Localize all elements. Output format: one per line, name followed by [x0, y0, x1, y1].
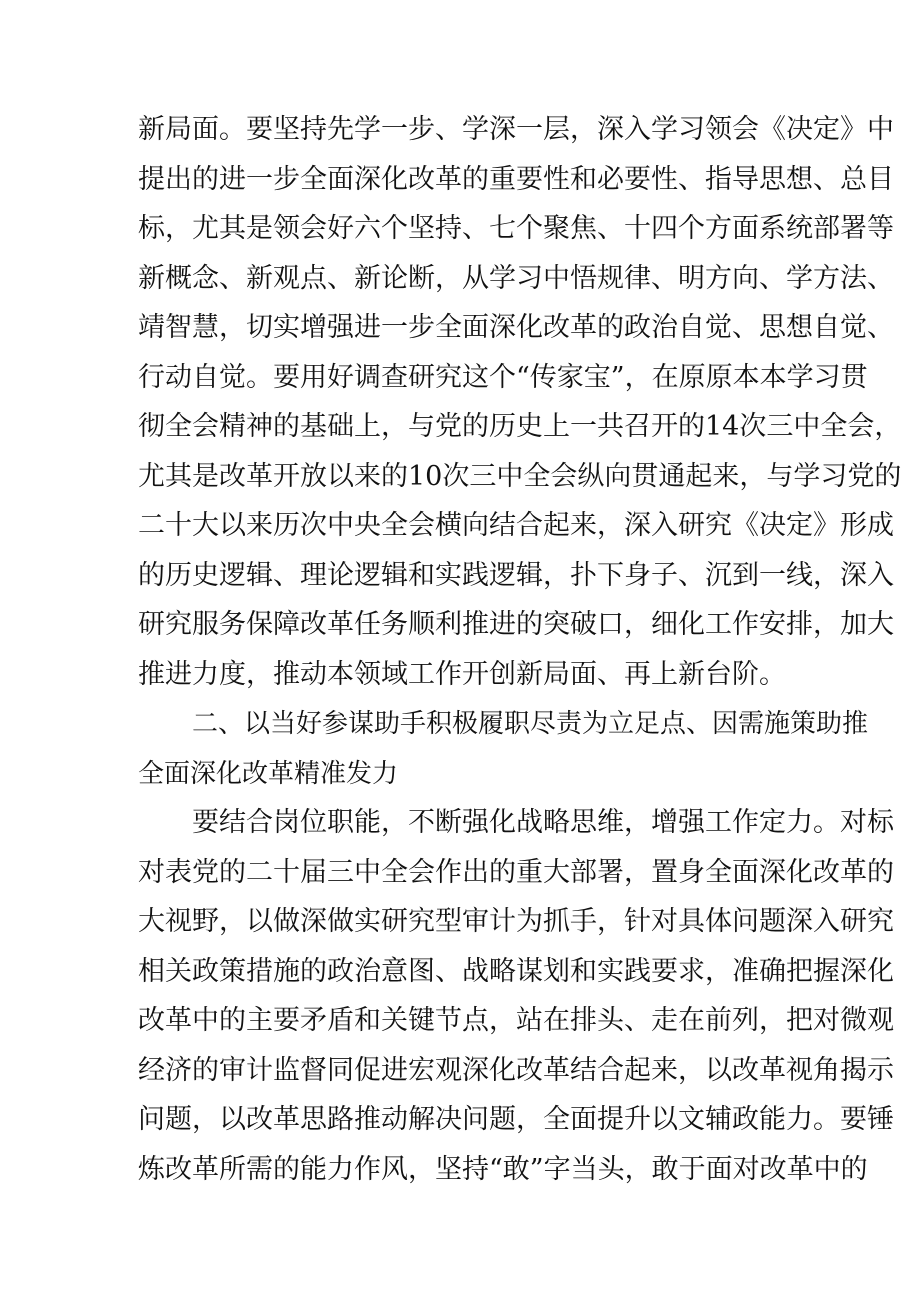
- paragraph-line: 研究服务保障改革任务顺利推进的突破口，细化工作安排，加大: [138, 609, 894, 640]
- paragraph-line: 相关政策措施的政治意图、战略谋划和实践要求，准确把握深化: [138, 956, 894, 987]
- paragraph-line: 靖智慧，切实增强进一步全面深化改革的政治自觉、思想自觉、: [138, 312, 894, 343]
- paragraph-line: 大视野，以做深做实研究型审计为抓手，针对具体问题深入研究: [138, 906, 894, 937]
- paragraph-line: 新概念、新观点、新论断，从学习中悟规律、明方向、学方法、: [138, 263, 894, 294]
- section-heading: 二、以当好参谋助手积极履职尽责为立足点、因需施策助推: [192, 709, 869, 739]
- paragraph-line: 彻全会精神的基础上，与党的历史上一共召开的14次三中全会，: [138, 411, 902, 442]
- paragraph-line: 改革中的主要矛盾和关键节点，站在排头、走在前列，把对微观: [138, 1005, 894, 1036]
- paragraph-line: 二十大以来历次中央全会横向结合起来，深入研究《决定》形成: [138, 510, 894, 541]
- paragraph-line: 的历史逻辑、理论逻辑和实践逻辑，扑下身子、沉到一线，深入: [138, 560, 894, 591]
- paragraph-line: 提出的进一步全面深化改革的重要性和必要性、指导思想、总目: [138, 164, 894, 195]
- paragraph-line: 标，尤其是领会好六个坚持、七个聚焦、十四个方面系统部署等: [138, 213, 894, 244]
- paragraph-line: 对表党的二十届三中全会作出的重大部署，置身全面深化改革的: [138, 857, 894, 888]
- paragraph-line: 经济的审计监督同促进宏观深化改革结合起来，以改革视角揭示: [138, 1055, 894, 1086]
- paragraph-line: 新局面。要坚持先学一步、学深一层，深入学习领会《决定》中: [138, 114, 894, 145]
- paragraph-line: 尤其是改革开放以来的10次三中全会纵向贯通起来，与学习党的: [138, 461, 902, 492]
- section-heading: 全面深化改革精准发力: [138, 759, 399, 789]
- paragraph-line: 推进力度，推动本领域工作开创新局面、再上新台阶。: [138, 659, 786, 690]
- paragraph-line: 行动自觉。要用好调查研究这个“传家宝”，在原原本本学习贯: [138, 362, 868, 393]
- paragraph-line: 要结合岗位职能，不断强化战略思维，增强工作定力。对标: [192, 807, 894, 838]
- paragraph-line: 问题，以改革思路推动解决问题，全面提升以文辅政能力。要锤: [138, 1104, 894, 1135]
- paragraph-line: 炼改革所需的能力作风，坚持“敢”字当头，敢于面对改革中的: [138, 1154, 868, 1185]
